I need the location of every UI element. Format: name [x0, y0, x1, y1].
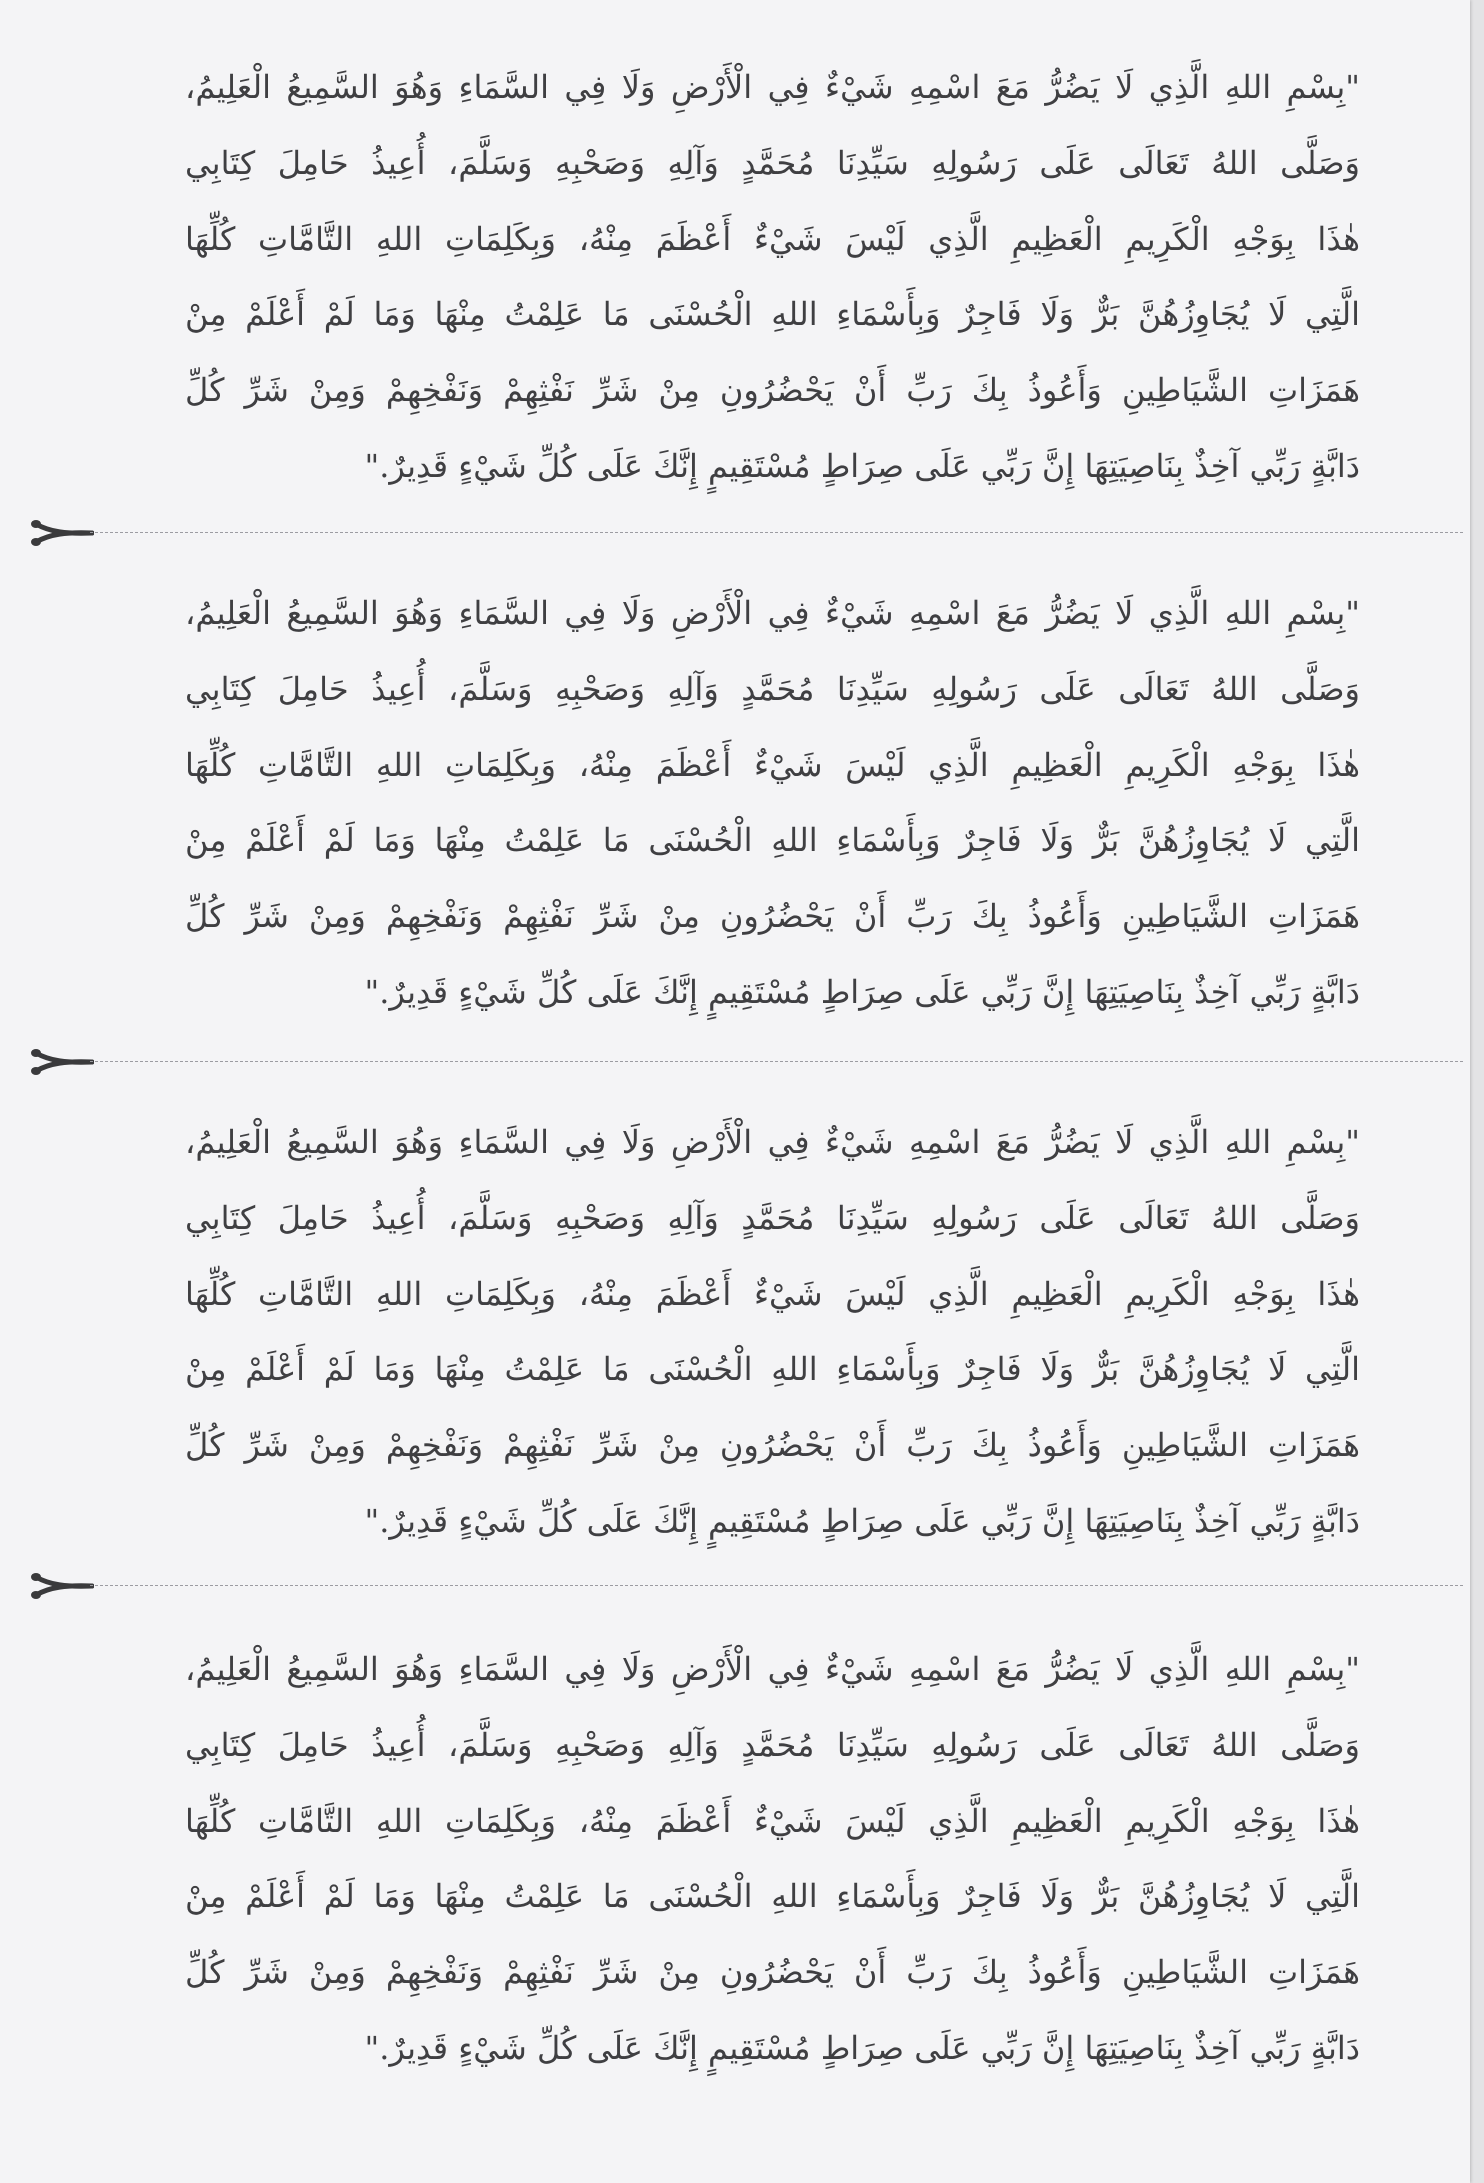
- prayer-line: الَّتِي لَا يُجَاوِزُهُنَّ بَرٌّ وَلَا فَاجِرٌ وَبِأَسْمَاءِ اللهِ الْحُسْنَى مَا عَلِمْتُ مِنْهَا وَمَا لَمْ أَعْلَمْ مِنْ: [185, 295, 1360, 334]
- prayer-line: هٰذَا بِوَجْهِ الْكَرِيمِ الْعَظِيمِ الَّذِي لَيْسَ شَيْءٌ أَعْظَمَ مِنْهُ، وَبِكَلِمَاتِ اللهِ التَّامَّاتِ كُلِّهَا: [185, 1274, 1360, 1313]
- prayer-line: الَّتِي لَا يُجَاوِزُهُنَّ بَرٌّ وَلَا فَاجِرٌ وَبِأَسْمَاءِ اللهِ الْحُسْنَى مَا عَلِمْتُ مِنْهَا وَمَا لَمْ أَعْلَمْ مِنْ: [185, 1877, 1360, 1916]
- prayer-line: هَمَزَاتِ الشَّيَاطِينِ وَأَعُوذُ بِكَ رَبِّ أَنْ يَحْضُرُونِ مِنْ شَرِّ نَفْثِهِمْ وَنَفْخِهِمْ وَمِنْ شَرِّ كُلِّ: [185, 1953, 1360, 1992]
- prayer-line: هٰذَا بِوَجْهِ الْكَرِيمِ الْعَظِيمِ الَّذِي لَيْسَ شَيْءٌ أَعْظَمَ مِنْهُ، وَبِكَلِمَاتِ اللهِ التَّامَّاتِ كُلِّهَا: [185, 745, 1360, 784]
- prayer-line: دَابَّةٍ رَبِّي آخِذٌ بِنَاصِيَتِهَا إِنَّ رَبِّي عَلَى صِرَاطٍ مُسْتَقِيمٍ إِنَّكَ عَلَى كُلِّ شَيْءٍ قَدِيرٌ.": [364, 1501, 1360, 1540]
- prayer-block-4: [185, 1632, 1360, 2087]
- prayer-line: الَّتِي لَا يُجَاوِزُهُنَّ بَرٌّ وَلَا فَاجِرٌ وَبِأَسْمَاءِ اللهِ الْحُسْنَى مَا عَلِمْتُ مِنْهَا وَمَا لَمْ أَعْلَمْ مِنْ: [185, 1350, 1360, 1389]
- prayer-line: وَصَلَّى اللهُ تَعَالَى عَلَى رَسُولِهِ سَيِّدِنَا مُحَمَّدٍ وَآلِهِ وَصَحْبِهِ وَسَلَّمَ، أُعِيذُ حَامِلَ كِتَابِي: [185, 143, 1360, 182]
- prayer-block-1: [185, 50, 1360, 505]
- prayer-block-3: [185, 1105, 1360, 1560]
- prayer-line: دَابَّةٍ رَبِّي آخِذٌ بِنَاصِيَتِهَا إِنَّ رَبِّي عَلَى صِرَاطٍ مُسْتَقِيمٍ إِنَّكَ عَلَى كُلِّ شَيْءٍ قَدِيرٌ.": [364, 2028, 1360, 2067]
- dashed-cut-line: [90, 532, 1463, 533]
- prayer-line: هٰذَا بِوَجْهِ الْكَرِيمِ الْعَظِيمِ الَّذِي لَيْسَ شَيْءٌ أَعْظَمَ مِنْهُ، وَبِكَلِمَاتِ اللهِ التَّامَّاتِ كُلِّهَا: [185, 1801, 1360, 1840]
- scissors-icon: [28, 518, 94, 548]
- prayer-line: "بِسْمِ اللهِ الَّذِي لَا يَضُرُّ مَعَ اسْمِهِ شَيْءٌ فِي الْأَرْضِ وَلَا فِي السَّمَاءِ وَهُوَ السَّمِيعُ الْعَلِيمُ،: [185, 594, 1360, 632]
- prayer-line: "بِسْمِ اللهِ الَّذِي لَا يَضُرُّ مَعَ اسْمِهِ شَيْءٌ فِي الْأَرْضِ وَلَا فِي السَّمَاءِ وَهُوَ السَّمِيعُ الْعَلِيمُ،: [185, 1123, 1360, 1161]
- prayer-line: وَصَلَّى اللهُ تَعَالَى عَلَى رَسُولِهِ سَيِّدِنَا مُحَمَّدٍ وَآلِهِ وَصَحْبِهِ وَسَلَّمَ، أُعِيذُ حَامِلَ كِتَابِي: [185, 1725, 1360, 1764]
- scissors-icon: [28, 1047, 94, 1077]
- prayer-line: هٰذَا بِوَجْهِ الْكَرِيمِ الْعَظِيمِ الَّذِي لَيْسَ شَيْءٌ أَعْظَمَ مِنْهُ، وَبِكَلِمَاتِ اللهِ التَّامَّاتِ كُلِّهَا: [185, 219, 1360, 258]
- scissors-icon: [28, 1571, 94, 1601]
- prayer-line: هَمَزَاتِ الشَّيَاطِينِ وَأَعُوذُ بِكَ رَبِّ أَنْ يَحْضُرُونِ مِنْ شَرِّ نَفْثِهِمْ وَنَفْخِهِمْ وَمِنْ شَرِّ كُلِّ: [185, 897, 1360, 936]
- dashed-cut-line: [90, 1061, 1463, 1062]
- dashed-cut-line: [90, 1585, 1463, 1586]
- prayer-line: وَصَلَّى اللهُ تَعَالَى عَلَى رَسُولِهِ سَيِّدِنَا مُحَمَّدٍ وَآلِهِ وَصَحْبِهِ وَسَلَّمَ، أُعِيذُ حَامِلَ كِتَابِي: [185, 669, 1360, 708]
- prayer-line: دَابَّةٍ رَبِّي آخِذٌ بِنَاصِيَتِهَا إِنَّ رَبِّي عَلَى صِرَاطٍ مُسْتَقِيمٍ إِنَّكَ عَلَى كُلِّ شَيْءٍ قَدِيرٌ.": [364, 446, 1360, 485]
- cut-line-2: [28, 1047, 1463, 1077]
- prayer-line: دَابَّةٍ رَبِّي آخِذٌ بِنَاصِيَتِهَا إِنَّ رَبِّي عَلَى صِرَاطٍ مُسْتَقِيمٍ إِنَّكَ عَلَى كُلِّ شَيْءٍ قَدِيرٌ.": [364, 972, 1360, 1011]
- prayer-line: هَمَزَاتِ الشَّيَاطِينِ وَأَعُوذُ بِكَ رَبِّ أَنْ يَحْضُرُونِ مِنْ شَرِّ نَفْثِهِمْ وَنَفْخِهِمْ وَمِنْ شَرِّ كُلِّ: [185, 371, 1360, 410]
- prayer-line: وَصَلَّى اللهُ تَعَالَى عَلَى رَسُولِهِ سَيِّدِنَا مُحَمَّدٍ وَآلِهِ وَصَحْبِهِ وَسَلَّمَ، أُعِيذُ حَامِلَ كِتَابِي: [185, 1198, 1360, 1237]
- cut-line-3: [28, 1571, 1463, 1601]
- prayer-block-2: [185, 576, 1360, 1031]
- prayer-line: "بِسْمِ اللهِ الَّذِي لَا يَضُرُّ مَعَ اسْمِهِ شَيْءٌ فِي الْأَرْضِ وَلَا فِي السَّمَاءِ وَهُوَ السَّمِيعُ الْعَلِيمُ،: [185, 68, 1360, 106]
- prayer-line: الَّتِي لَا يُجَاوِزُهُنَّ بَرٌّ وَلَا فَاجِرٌ وَبِأَسْمَاءِ اللهِ الْحُسْنَى مَا عَلِمْتُ مِنْهَا وَمَا لَمْ أَعْلَمْ مِنْ: [185, 821, 1360, 860]
- prayer-line: "بِسْمِ اللهِ الَّذِي لَا يَضُرُّ مَعَ اسْمِهِ شَيْءٌ فِي الْأَرْضِ وَلَا فِي السَّمَاءِ وَهُوَ السَّمِيعُ الْعَلِيمُ،: [185, 1650, 1360, 1688]
- cut-line-1: [28, 518, 1463, 548]
- prayer-line: هَمَزَاتِ الشَّيَاطِينِ وَأَعُوذُ بِكَ رَبِّ أَنْ يَحْضُرُونِ مِنْ شَرِّ نَفْثِهِمْ وَنَفْخِهِمْ وَمِنْ شَرِّ كُلِّ: [185, 1426, 1360, 1465]
